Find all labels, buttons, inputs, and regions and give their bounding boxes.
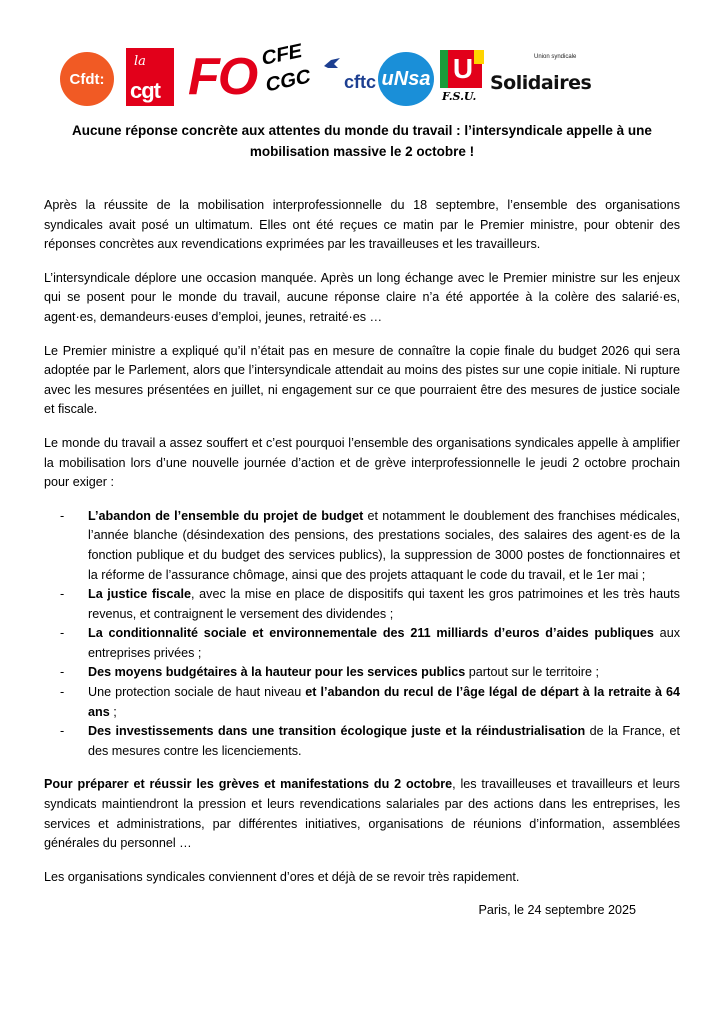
list-dash: - [60,665,65,680]
cfe-text: CFE [262,39,302,71]
paragraph-3: Le Premier ministre a expliqué qu’il n’était pas en mesure de connaître la copie finale du budget 2026 qui sera adoptée par le Parlement, alors que l’intersyndicale attendait au moins des pistes sur une copie initiale. Ni rupture avec les mesures présentées en juillet, ni engagement sur ce que pourraient être des mesures de justice sociale et fiscale. [44,343,680,417]
solidaires-subtitle: Union syndicale [534,54,577,60]
paragraph-6: Les organisations syndicales conviennent d’ores et déjà de se revoir très rapidement. [44,869,520,884]
list-item-bold: L’abandon de l’ensemble du projet de budget [88,508,364,523]
cfe-cgc-logo [258,39,311,108]
list-item-text: aux entreprises privées ; [88,626,680,660]
list-item [44,507,680,585]
cgt-logo-text: cgt [130,78,160,103]
unsa-logo: uNsa [378,52,434,106]
list-item [44,722,680,761]
cftc-logo-text: cftc [344,72,377,92]
list-item-text: Une protection sociale de haut niveau [88,685,306,700]
list-item [44,663,680,683]
cgc-text: CGC [266,65,311,97]
list-item-text: , avec la mise en place de dispositifs qui taxent les gros patrimoines et les très hauts revenus, et contraignent le versement des dividendes ; [88,587,680,621]
list-item-bold: La justice fiscale [88,587,192,602]
place-date-signature: Paris, le 24 septembre 2025 [478,903,636,918]
list-dash: - [60,587,65,602]
list-item-bold: Des investissements dans une transition écologique juste et la réindustrialisation [88,724,586,739]
bird-icon [322,56,342,72]
fo-logo: FO [188,48,257,106]
list-item-text-end: ; [109,704,117,719]
cfdt-logo [60,52,114,106]
list-item-text: et notamment le doublement des franchises médicales, l’année blanche (désindexation des pensions, des prestations sociales, des salaires des agent·es de la fonction publique et du budget des services publics), la suppression de 3000 postes de fonctionnaires et la réforme de l’assurance chômage, ainsi que des projets attaquant le code du travail, et le 1er mai ; [88,508,680,582]
solidaires-logo-text: Solidaires [490,72,592,94]
cfdt-logo-text: Cfdt: [69,70,105,88]
document-title: Aucune réponse concrète aux attentes du monde du travail : l’intersyndicale appelle à une mobilisation massive le 2 octobre ! [72,123,652,159]
paragraph-4: Le monde du travail a assez souffert et c’est pourquoi l’ensemble des organisations syndicales appelle à amplifier la mobilisation lors d’une nouvelle journée d’action et de grève interprofessionnelle le jeudi 2 octobre prochain pour exiger : [44,435,680,490]
fsu-logo-text: F.S.U. [442,90,477,103]
cgt-logo-la: la [134,54,146,69]
list-item-bold: Des moyens budgétaires à la hauteur pour les services publics [88,665,466,680]
fsu-yellow-block [474,50,484,64]
list-dash: - [60,685,65,700]
list-item-bold: La conditionnalité sociale et environnementale des 211 milliards d’euros d’aides publiques [88,626,654,641]
list-item-text: partout sur le territoire ; [465,665,599,680]
list-dash: - [60,508,65,523]
paragraph-5-bold: Pour préparer et réussir les grèves et manifestations du 2 octobre [44,777,453,792]
cftc-logo [322,56,377,92]
fsu-logo [438,50,490,106]
paragraph-5-text: , les travailleuses et travailleurs et leurs syndicats maintiendront la pression et leurs revendications salariales par des actions dans les entreprises, les services et administrations, par différentes initiatives, organisations de réunions d’information, assemblées générales du personnel … [44,777,680,851]
list-item-text: de la France, et des mesures contre les licenciements. [88,724,680,758]
list-item [44,585,680,624]
fsu-green-bar [440,50,448,88]
cgt-logo [126,48,174,106]
paragraph-5 [44,775,680,853]
demands-list [44,507,680,762]
logo-banner [60,39,660,110]
document-body [44,196,680,921]
solidaires-logo [490,54,592,104]
list-item [44,683,680,722]
list-dash: - [60,626,65,641]
fsu-logo-u: U [444,50,482,88]
list-item [44,624,680,663]
list-item-bold: et l’abandon du recul de l’âge légal de départ à la retraite à 64 ans [88,685,680,719]
list-dash: - [60,724,65,739]
paragraph-2: L’intersyndicale déplore une occasion manquée. Après un long échange avec le Premier ministre sur les enjeux qui se posent pour le monde du travail, aucune réponse claire n’a été apportée à la colère des salarié·es, agent·es, demandeurs·euses d’emploi, jeunes, retraité·es … [44,270,680,324]
paragraph-1: Après la réussite de la mobilisation interprofessionnelle du 18 septembre, l’ensemble des organisations syndicales avait posé un ultimatum. Elles ont été reçues ce matin par le Premier ministre, pour obtenir des réponses concrètes aux revendications exprimées par les travailleuses et les travailleurs. [44,198,680,252]
